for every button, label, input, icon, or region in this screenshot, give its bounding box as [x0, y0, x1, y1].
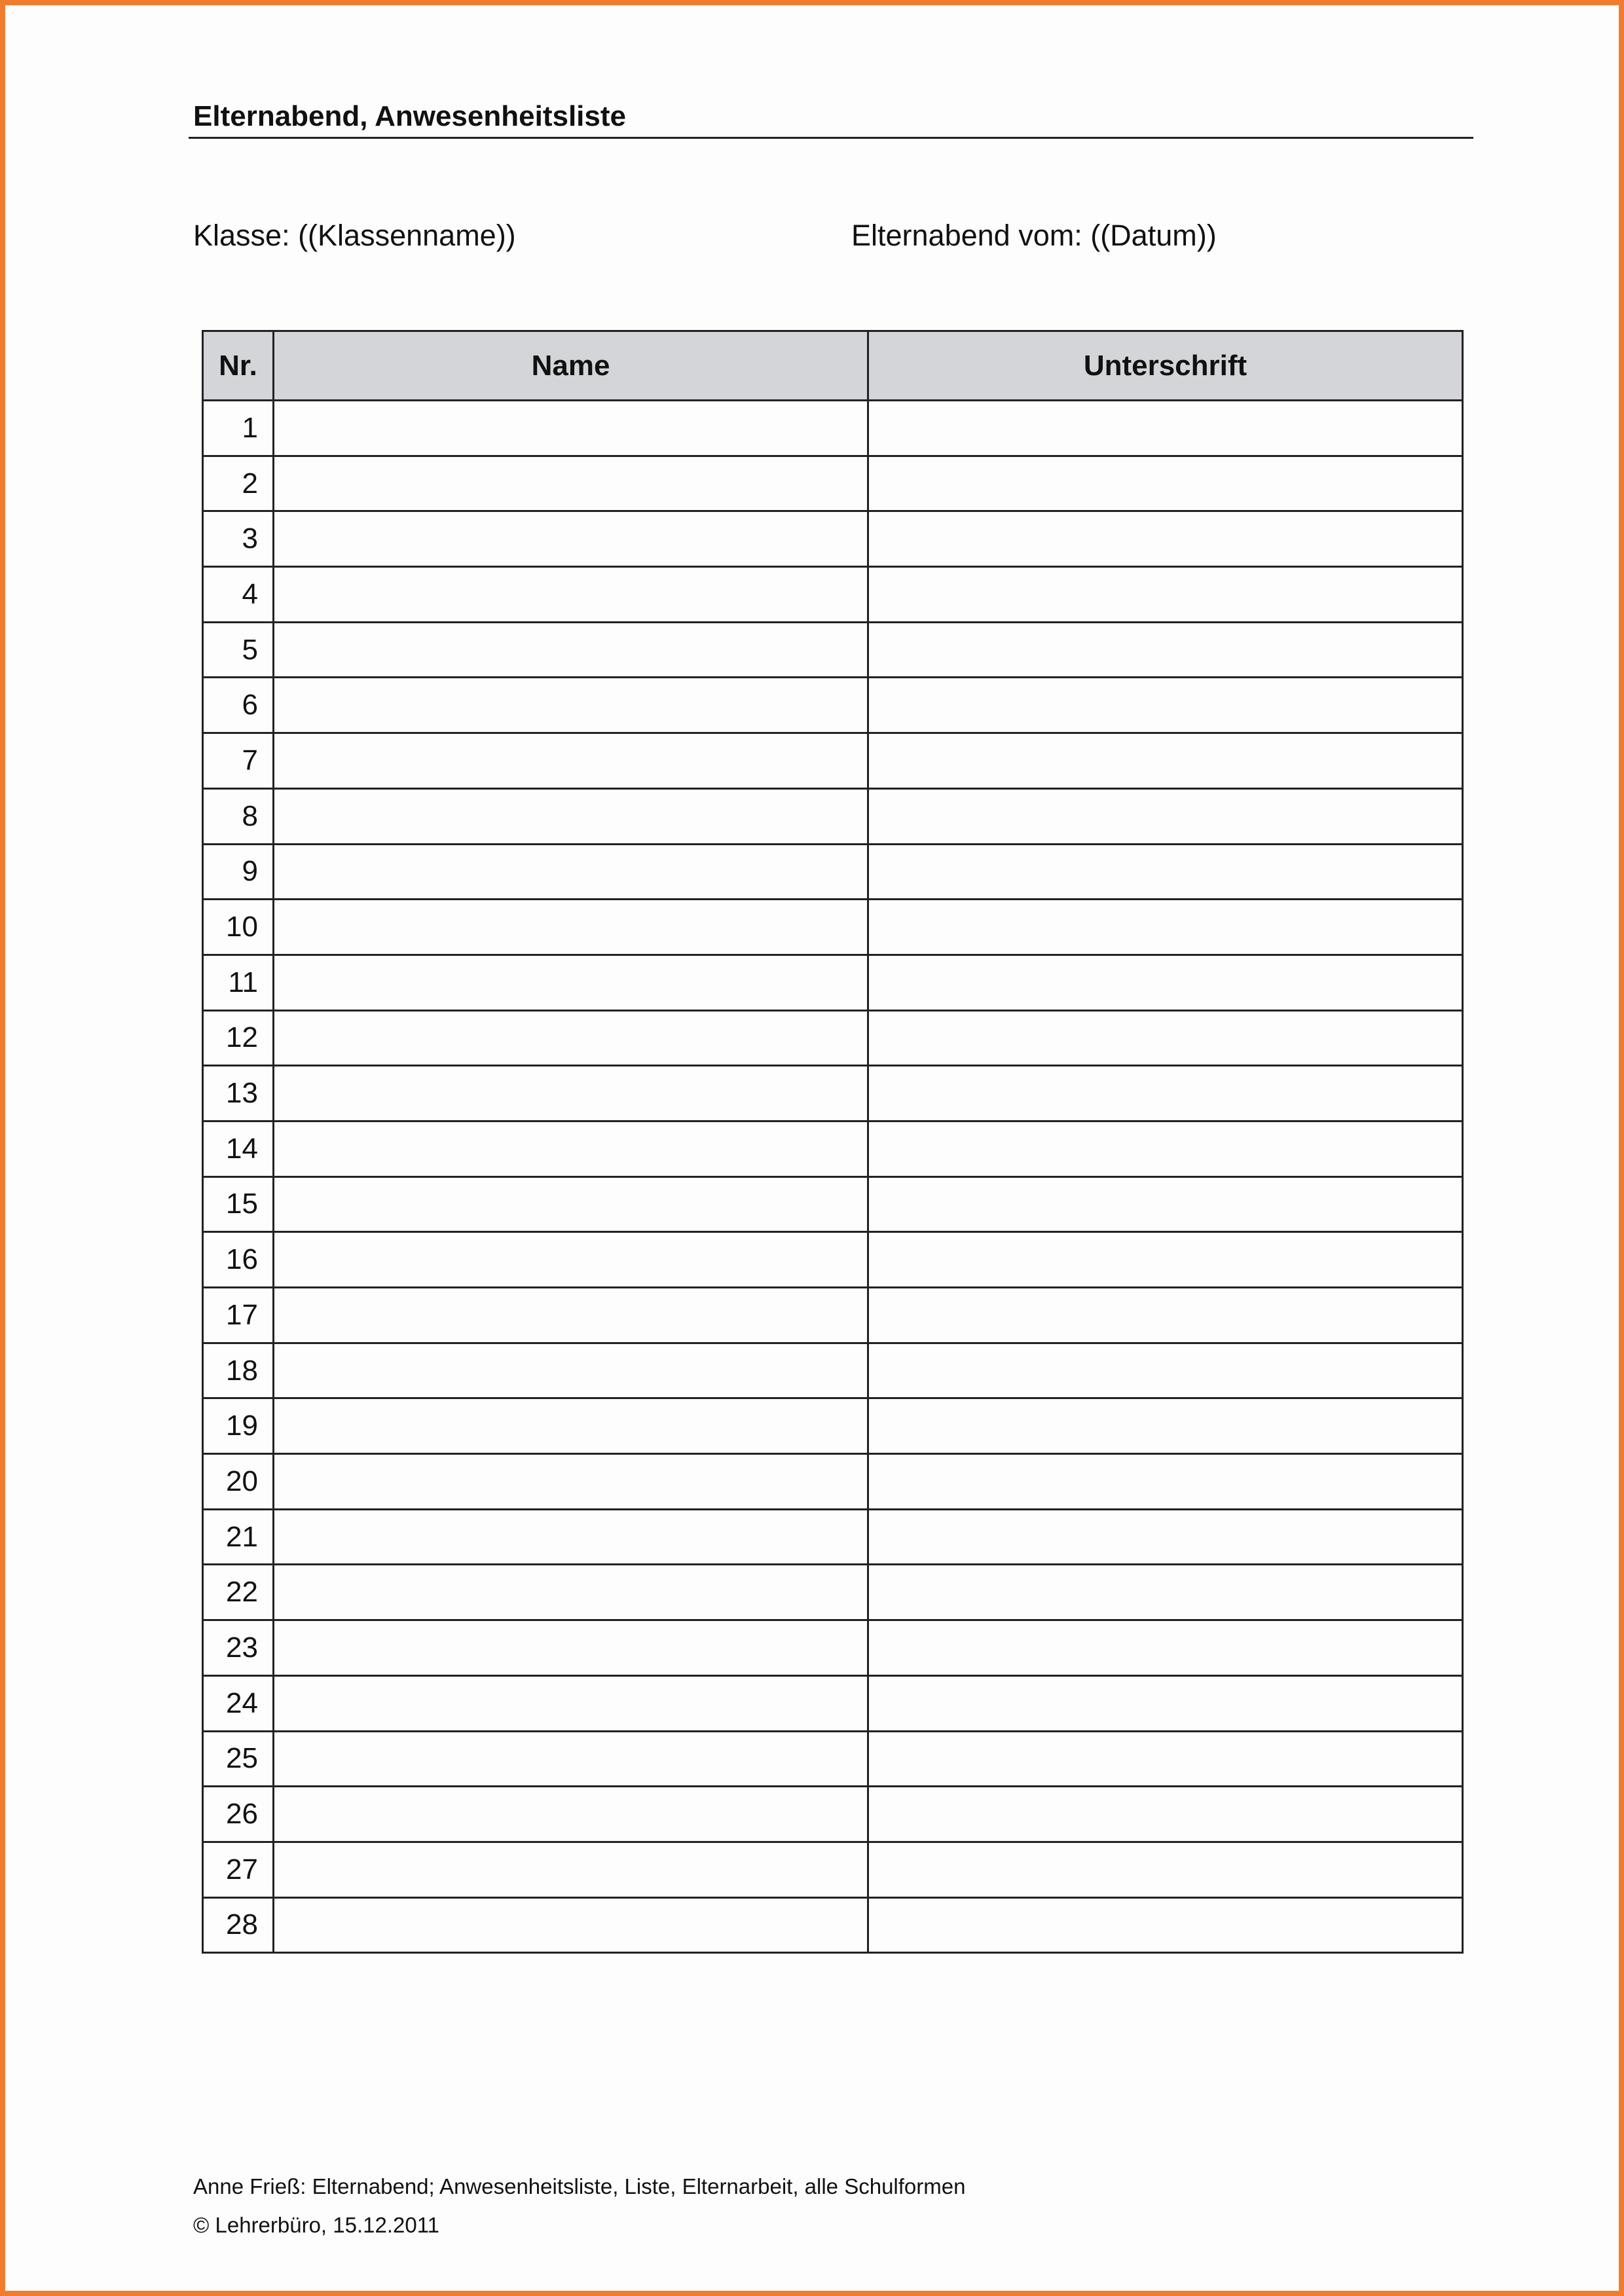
row-number: 16	[203, 1232, 274, 1288]
name-cell[interactable]	[274, 1121, 868, 1176]
row-number: 13	[203, 1066, 274, 1121]
signature-cell[interactable]	[868, 567, 1463, 623]
row-number: 27	[203, 1842, 274, 1897]
row-number: 12	[203, 1010, 274, 1066]
table-row	[203, 1176, 1463, 1232]
signature-cell[interactable]	[868, 456, 1463, 511]
row-number: 26	[203, 1787, 274, 1842]
signature-cell[interactable]	[868, 955, 1463, 1010]
name-cell[interactable]	[274, 622, 868, 678]
row-number: 4	[203, 567, 274, 623]
header-name: Name	[274, 331, 868, 401]
signature-cell[interactable]	[868, 1731, 1463, 1787]
row-number: 22	[203, 1565, 274, 1620]
table-row	[203, 1288, 1463, 1343]
header-signature: Unterschrift	[868, 331, 1463, 401]
name-cell[interactable]	[274, 511, 868, 567]
row-number: 2	[203, 456, 274, 511]
table-row	[203, 401, 1463, 456]
name-cell[interactable]	[274, 1565, 868, 1620]
signature-cell[interactable]	[868, 1454, 1463, 1510]
name-cell[interactable]	[274, 1454, 868, 1510]
table-row	[203, 1121, 1463, 1176]
name-cell[interactable]	[274, 456, 868, 511]
table-row	[203, 1343, 1463, 1398]
name-cell[interactable]	[274, 900, 868, 955]
signature-cell[interactable]	[868, 1675, 1463, 1731]
table-row	[203, 1565, 1463, 1620]
name-cell[interactable]	[274, 1731, 868, 1787]
table-row	[203, 1731, 1463, 1787]
row-number: 19	[203, 1398, 274, 1454]
name-cell[interactable]	[274, 1509, 868, 1565]
name-cell[interactable]	[274, 1787, 868, 1842]
table-row	[203, 788, 1463, 844]
name-cell[interactable]	[274, 1897, 868, 1953]
row-number: 11	[203, 955, 274, 1010]
signature-cell[interactable]	[868, 511, 1463, 567]
row-number: 14	[203, 1121, 274, 1176]
table-row	[203, 1897, 1463, 1953]
name-cell[interactable]	[274, 1675, 868, 1731]
table-row	[203, 733, 1463, 789]
table-row	[203, 678, 1463, 733]
table-row	[203, 1620, 1463, 1676]
table-row	[203, 1787, 1463, 1842]
name-cell[interactable]	[274, 1232, 868, 1288]
name-cell[interactable]	[274, 788, 868, 844]
row-number: 21	[203, 1509, 274, 1565]
table-row	[203, 1232, 1463, 1288]
row-number: 1	[203, 401, 274, 456]
signature-cell[interactable]	[868, 900, 1463, 955]
row-number: 6	[203, 678, 274, 733]
signature-cell[interactable]	[868, 1620, 1463, 1676]
row-number: 23	[203, 1620, 274, 1676]
signature-cell[interactable]	[868, 1176, 1463, 1232]
row-number: 5	[203, 622, 274, 678]
row-number: 8	[203, 788, 274, 844]
table-row	[203, 1509, 1463, 1565]
table-row	[203, 844, 1463, 900]
signature-cell[interactable]	[868, 844, 1463, 900]
name-cell[interactable]	[274, 1842, 868, 1897]
name-cell[interactable]	[274, 733, 868, 789]
name-cell[interactable]	[274, 678, 868, 733]
signature-cell[interactable]	[868, 788, 1463, 844]
footer-copyright: © Lehrerbüro, 15.12.2011	[193, 2213, 439, 2237]
date-field: Elternabend vom: ((Datum))	[851, 219, 1217, 252]
name-cell[interactable]	[274, 1288, 868, 1343]
signature-cell[interactable]	[868, 1066, 1463, 1121]
row-number: 7	[203, 733, 274, 789]
row-number: 24	[203, 1675, 274, 1731]
signature-cell[interactable]	[868, 401, 1463, 456]
table-row	[203, 1398, 1463, 1454]
signature-cell[interactable]	[868, 1565, 1463, 1620]
table-row	[203, 955, 1463, 1010]
signature-cell[interactable]	[868, 1121, 1463, 1176]
signature-cell[interactable]	[868, 1010, 1463, 1066]
table-row	[203, 511, 1463, 567]
row-number: 10	[203, 900, 274, 955]
table-row	[203, 1066, 1463, 1121]
row-number: 17	[203, 1288, 274, 1343]
title-rule	[189, 137, 1473, 139]
name-cell[interactable]	[274, 567, 868, 623]
name-cell[interactable]	[274, 955, 868, 1010]
name-cell[interactable]	[274, 844, 868, 900]
name-cell[interactable]	[274, 1398, 868, 1454]
name-cell[interactable]	[274, 1010, 868, 1066]
class-field: Klasse: ((Klassenname))	[193, 219, 516, 252]
table-row	[203, 456, 1463, 511]
row-number: 15	[203, 1176, 274, 1232]
header-nr: Nr.	[203, 331, 274, 401]
row-number: 9	[203, 844, 274, 900]
document-title: Elternabend, Anwesenheitsliste	[193, 100, 626, 132]
row-number: 28	[203, 1897, 274, 1953]
table-header-row	[203, 331, 1463, 401]
signature-cell[interactable]	[868, 622, 1463, 678]
table-row	[203, 622, 1463, 678]
signature-cell[interactable]	[868, 1232, 1463, 1288]
table-row	[203, 1454, 1463, 1510]
name-cell[interactable]	[274, 1066, 868, 1121]
name-cell[interactable]	[274, 1343, 868, 1398]
name-cell[interactable]	[274, 1620, 868, 1676]
signature-cell[interactable]	[868, 678, 1463, 733]
signature-cell[interactable]	[868, 1343, 1463, 1398]
signature-cell[interactable]	[868, 1787, 1463, 1842]
row-number: 25	[203, 1731, 274, 1787]
name-cell[interactable]	[274, 401, 868, 456]
attendance-table	[202, 330, 1464, 1954]
signature-cell[interactable]	[868, 1897, 1463, 1953]
signature-cell[interactable]	[868, 1509, 1463, 1565]
table-row	[203, 1675, 1463, 1731]
signature-cell[interactable]	[868, 1288, 1463, 1343]
row-number: 18	[203, 1343, 274, 1398]
table-row	[203, 567, 1463, 623]
signature-cell[interactable]	[868, 1398, 1463, 1454]
table-row	[203, 900, 1463, 955]
table-row	[203, 1010, 1463, 1066]
row-number: 20	[203, 1454, 274, 1510]
footer-source: Anne Frieß: Elternabend; Anwesenheitsliste, Liste, Elternarbeit, alle Schulformen	[193, 2174, 966, 2198]
signature-cell[interactable]	[868, 733, 1463, 789]
table-row	[203, 1842, 1463, 1897]
row-number: 3	[203, 511, 274, 567]
name-cell[interactable]	[274, 1176, 868, 1232]
signature-cell[interactable]	[868, 1842, 1463, 1897]
